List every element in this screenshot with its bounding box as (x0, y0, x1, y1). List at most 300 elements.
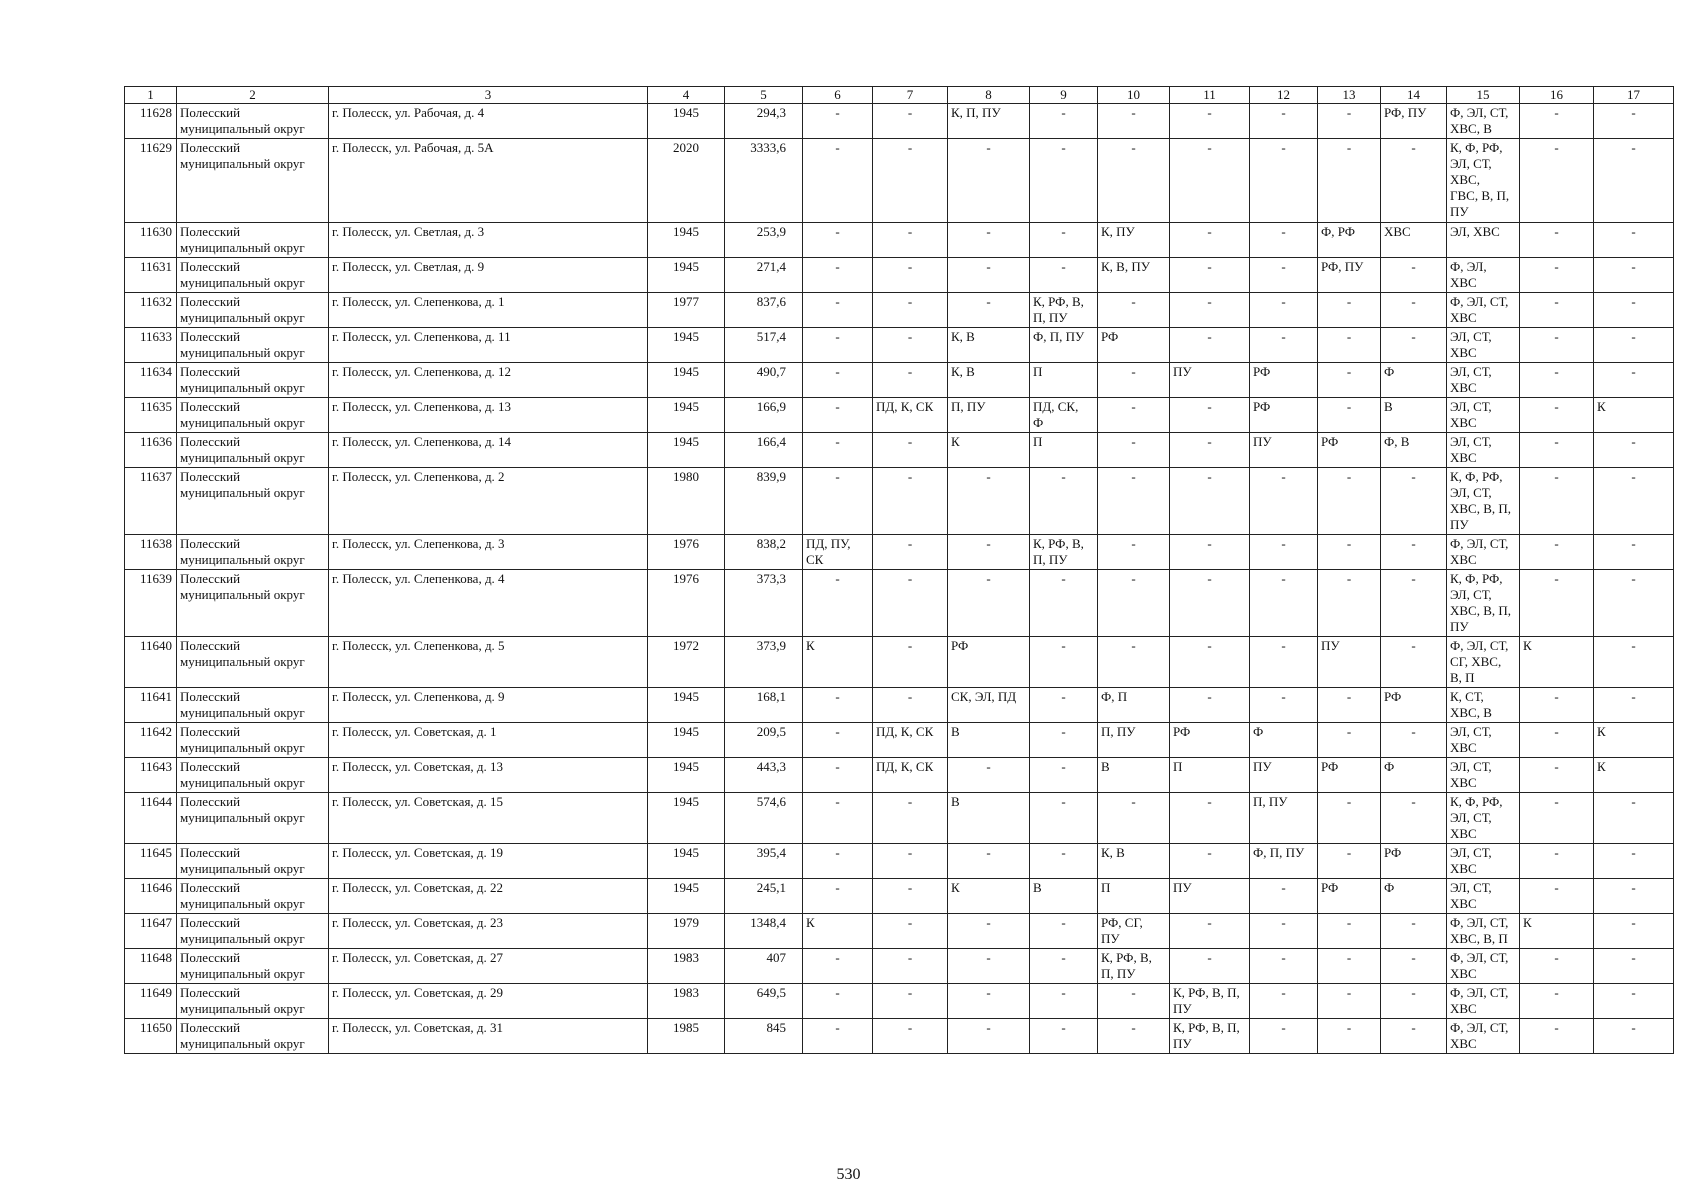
table-cell: Ф (1381, 363, 1447, 398)
table-cell: Ф, ЭЛ, ХВС (1447, 258, 1520, 293)
table-cell: 1945 (648, 688, 725, 723)
table-cell: - (1520, 223, 1594, 258)
table-cell: 373,9 (725, 637, 803, 688)
table-cell: К (803, 637, 873, 688)
table-cell: - (1170, 535, 1250, 570)
table-cell: - (1098, 468, 1170, 535)
table-cell: К, РФ, В, П, ПУ (1170, 1019, 1250, 1054)
table-cell: ЭЛ, СТ, ХВС (1447, 363, 1520, 398)
table-row (125, 258, 1674, 293)
table-cell: - (1170, 793, 1250, 844)
table-cell: В (1381, 398, 1447, 433)
table-cell: - (1520, 879, 1594, 914)
table-cell: - (1250, 570, 1318, 637)
table-cell: - (1520, 398, 1594, 433)
table-cell: Полесский муниципальный округ (177, 758, 329, 793)
table-cell: - (873, 535, 948, 570)
table-cell: - (873, 433, 948, 468)
table-cell: ЭЛ, ХВС (1447, 223, 1520, 258)
table-cell: г. Полесск, ул. Советская, д. 19 (329, 844, 648, 879)
table-cell: Полесский муниципальный округ (177, 844, 329, 879)
table-cell: РФ (1318, 433, 1381, 468)
table-cell: г. Полесск, ул. Рабочая, д. 4 (329, 104, 648, 139)
table-cell: - (1381, 258, 1447, 293)
table-cell: РФ (1381, 844, 1447, 879)
table-cell: Полесский муниципальный округ (177, 879, 329, 914)
table-cell: г. Полесск, ул. Советская, д. 22 (329, 879, 648, 914)
table-cell: Полесский муниципальный округ (177, 223, 329, 258)
table-cell: 11639 (125, 570, 177, 637)
table-cell: 11646 (125, 879, 177, 914)
table-cell: - (1594, 433, 1674, 468)
table-cell: - (1250, 223, 1318, 258)
table-cell: г. Полесск, ул. Слепенкова, д. 1 (329, 293, 648, 328)
table-cell: Полесский муниципальный округ (177, 535, 329, 570)
table-cell: - (873, 104, 948, 139)
table-row (125, 293, 1674, 328)
table-cell: - (1318, 535, 1381, 570)
table-cell: - (1098, 570, 1170, 637)
table-cell: г. Полесск, ул. Советская, д. 1 (329, 723, 648, 758)
table-cell: - (803, 984, 873, 1019)
table-cell: ПД, К, СК (873, 758, 948, 793)
column-header: 5 (725, 87, 803, 104)
table-cell: - (1170, 223, 1250, 258)
column-header: 15 (1447, 87, 1520, 104)
table-cell: г. Полесск, ул. Советская, д. 27 (329, 949, 648, 984)
table-cell: - (1594, 223, 1674, 258)
table-cell: 373,3 (725, 570, 803, 637)
table-cell: - (803, 468, 873, 535)
table-cell: - (1594, 139, 1674, 223)
table-cell: - (873, 328, 948, 363)
table-cell: К, В (948, 328, 1030, 363)
table-cell: 11640 (125, 637, 177, 688)
table-cell: - (1318, 293, 1381, 328)
table-cell: 11634 (125, 363, 177, 398)
table-cell: - (1030, 793, 1098, 844)
table-cell: - (1520, 1019, 1594, 1054)
table-cell: - (1250, 879, 1318, 914)
table-cell: - (948, 293, 1030, 328)
table-cell: Полесский муниципальный округ (177, 258, 329, 293)
table-cell: Полесский муниципальный округ (177, 433, 329, 468)
column-header: 13 (1318, 87, 1381, 104)
table-cell: - (1098, 139, 1170, 223)
table-cell: - (1318, 398, 1381, 433)
table-cell: - (1318, 139, 1381, 223)
table-cell: К, ПУ (1098, 223, 1170, 258)
table-cell: - (1520, 688, 1594, 723)
table-cell: 11629 (125, 139, 177, 223)
table-cell: - (1098, 1019, 1170, 1054)
table-cell: К (948, 433, 1030, 468)
table-cell: г. Полесск, ул. Рабочая, д. 5А (329, 139, 648, 223)
table-cell: - (803, 258, 873, 293)
table-cell: - (873, 293, 948, 328)
table-cell: - (1318, 984, 1381, 1019)
table-cell: - (1098, 433, 1170, 468)
table-row (125, 879, 1674, 914)
table-cell: 1945 (648, 758, 725, 793)
table-cell: - (1030, 570, 1098, 637)
table-cell: - (1170, 258, 1250, 293)
table-cell: Полесский муниципальный округ (177, 723, 329, 758)
table-cell: - (1170, 328, 1250, 363)
table-cell: г. Полесск, ул. Советская, д. 13 (329, 758, 648, 793)
table-cell: - (1594, 363, 1674, 398)
table-cell: - (873, 793, 948, 844)
column-header: 3 (329, 87, 648, 104)
table-cell: - (1098, 363, 1170, 398)
table-cell: - (803, 1019, 873, 1054)
table-cell: - (1170, 914, 1250, 949)
table-cell: Ф, П (1098, 688, 1170, 723)
table-cell: - (1318, 688, 1381, 723)
table-cell: Ф, ЭЛ, СТ, ХВС (1447, 293, 1520, 328)
table-cell: - (803, 139, 873, 223)
table-cell: - (1520, 433, 1594, 468)
table-cell: - (948, 468, 1030, 535)
table-cell: 1976 (648, 535, 725, 570)
table-cell: - (1318, 104, 1381, 139)
table-cell: 443,3 (725, 758, 803, 793)
table-cell: - (948, 258, 1030, 293)
table-cell: - (1030, 258, 1098, 293)
table-cell: П, ПУ (948, 398, 1030, 433)
table-cell: - (803, 328, 873, 363)
table-cell: - (1250, 1019, 1318, 1054)
table-cell: 3333,6 (725, 139, 803, 223)
table-cell: - (803, 293, 873, 328)
table-cell: - (803, 363, 873, 398)
table-cell: - (803, 223, 873, 258)
table-cell: 11649 (125, 984, 177, 1019)
table-cell: Ф, ЭЛ, СТ, СГ, ХВС, В, П (1447, 637, 1520, 688)
table-cell: РФ (1318, 879, 1381, 914)
table-cell: - (873, 949, 948, 984)
table-cell: В (948, 723, 1030, 758)
table-cell: - (1318, 793, 1381, 844)
table-cell: - (1594, 793, 1674, 844)
table-cell: К (948, 879, 1030, 914)
table-cell: - (1318, 723, 1381, 758)
table-cell: РФ (948, 637, 1030, 688)
table-cell: 837,6 (725, 293, 803, 328)
table-cell: - (873, 914, 948, 949)
table-cell: - (1318, 468, 1381, 535)
table-cell: 1985 (648, 1019, 725, 1054)
table-cell: К, РФ, В, П, ПУ (1030, 293, 1098, 328)
table-cell: 1945 (648, 793, 725, 844)
table-cell: - (1594, 879, 1674, 914)
table-cell: - (873, 688, 948, 723)
table-cell: К, Ф, РФ, ЭЛ, СТ, ХВС, В, П, ПУ (1447, 468, 1520, 535)
table-cell: Ф, ЭЛ, СТ, ХВС (1447, 535, 1520, 570)
table-cell: - (1594, 328, 1674, 363)
table-cell: - (1520, 328, 1594, 363)
table-cell: ПУ (1318, 637, 1381, 688)
table-cell: 11632 (125, 293, 177, 328)
table-cell: - (1381, 984, 1447, 1019)
table-cell: Ф, ЭЛ, СТ, ХВС (1447, 949, 1520, 984)
column-header: 14 (1381, 87, 1447, 104)
table-cell: СК, ЭЛ, ПД (948, 688, 1030, 723)
table-row (125, 844, 1674, 879)
table-cell: - (948, 535, 1030, 570)
table-cell: - (1381, 793, 1447, 844)
table-cell: - (1381, 723, 1447, 758)
table-row (125, 914, 1674, 949)
table-cell: - (873, 258, 948, 293)
table-cell: - (1594, 949, 1674, 984)
table-cell: 209,5 (725, 723, 803, 758)
table-cell: Ф, ЭЛ, СТ, ХВС, В, П (1447, 914, 1520, 949)
table-cell: К, Ф, РФ, ЭЛ, СТ, ХВС, В, П, ПУ (1447, 570, 1520, 637)
table-cell: - (803, 398, 873, 433)
table-cell: К, РФ, В, П, ПУ (1170, 984, 1250, 1019)
table-cell: - (1170, 637, 1250, 688)
table-cell: 11633 (125, 328, 177, 363)
table-cell: П, ПУ (1250, 793, 1318, 844)
table-cell: г. Полесск, ул. Слепенкова, д. 14 (329, 433, 648, 468)
table-cell: 11645 (125, 844, 177, 879)
table-row (125, 758, 1674, 793)
table-cell: 253,9 (725, 223, 803, 258)
table-row (125, 570, 1674, 637)
table-cell: 294,3 (725, 104, 803, 139)
table-cell: В (1030, 879, 1098, 914)
table-cell: 11648 (125, 949, 177, 984)
header-row (125, 87, 1674, 104)
table-row (125, 637, 1674, 688)
table-row (125, 398, 1674, 433)
table-cell: ЭЛ, СТ, ХВС (1447, 328, 1520, 363)
table-cell: 168,1 (725, 688, 803, 723)
table-cell: К (1520, 914, 1594, 949)
table-cell: 1983 (648, 984, 725, 1019)
table-cell: - (1520, 570, 1594, 637)
table-cell: П (1098, 879, 1170, 914)
table-cell: - (1594, 1019, 1674, 1054)
table-cell: - (873, 844, 948, 879)
table-cell: 1976 (648, 570, 725, 637)
table-cell: 11642 (125, 723, 177, 758)
table-cell: 1945 (648, 844, 725, 879)
table-cell: - (1318, 1019, 1381, 1054)
column-header: 9 (1030, 87, 1098, 104)
table-cell: - (1318, 328, 1381, 363)
table-cell: ПД, ПУ, СК (803, 535, 873, 570)
table-cell: К, Ф, РФ, ЭЛ, СТ, ХВС, ГВС, В, П, ПУ (1447, 139, 1520, 223)
table-cell: 11650 (125, 1019, 177, 1054)
table-cell: - (1318, 914, 1381, 949)
table-cell: К, РФ, В, П, ПУ (1030, 535, 1098, 570)
table-cell: Полесский муниципальный округ (177, 637, 329, 688)
table-cell: - (873, 637, 948, 688)
table-cell: - (1520, 984, 1594, 1019)
table-cell: - (948, 758, 1030, 793)
table-cell: 1348,4 (725, 914, 803, 949)
table-cell: ПУ (1170, 879, 1250, 914)
table-cell: ЭЛ, СТ, ХВС (1447, 758, 1520, 793)
table-cell: Полесский муниципальный округ (177, 949, 329, 984)
table-cell: - (1098, 398, 1170, 433)
table-cell: ПД, СК, Ф (1030, 398, 1098, 433)
table-cell: ХВС (1381, 223, 1447, 258)
table-cell: - (1098, 535, 1170, 570)
table-cell: 1945 (648, 723, 725, 758)
table-cell: К (1520, 637, 1594, 688)
table-cell: - (803, 879, 873, 914)
table-cell: Полесский муниципальный округ (177, 688, 329, 723)
table-cell: - (1594, 570, 1674, 637)
table-cell: К, В, ПУ (1098, 258, 1170, 293)
table-cell: РФ (1250, 398, 1318, 433)
table-cell: В (948, 793, 1030, 844)
table-cell: - (948, 223, 1030, 258)
table-cell: - (873, 223, 948, 258)
table-cell: 11643 (125, 758, 177, 793)
table-cell: - (1318, 844, 1381, 879)
table-cell: - (1381, 914, 1447, 949)
table-cell: 1945 (648, 433, 725, 468)
table-cell: 2020 (648, 139, 725, 223)
table-cell: - (1250, 139, 1318, 223)
table-cell: - (1030, 723, 1098, 758)
table-cell: Полесский муниципальный округ (177, 914, 329, 949)
table-cell: - (1520, 468, 1594, 535)
table-cell: Полесский муниципальный округ (177, 984, 329, 1019)
table-cell: 1972 (648, 637, 725, 688)
table-cell: - (1250, 914, 1318, 949)
table-cell: Полесский муниципальный округ (177, 468, 329, 535)
table-cell: - (1170, 570, 1250, 637)
table-cell: - (1098, 293, 1170, 328)
table-cell: РФ, ПУ (1318, 258, 1381, 293)
table-cell: - (1030, 688, 1098, 723)
table-cell: г. Полесск, ул. Слепенкова, д. 9 (329, 688, 648, 723)
table-cell: - (1520, 949, 1594, 984)
table-cell: Ф, РФ (1318, 223, 1381, 258)
table-cell: ПД, К, СК (873, 398, 948, 433)
table-cell: г. Полесск, ул. Советская, д. 15 (329, 793, 648, 844)
table-cell: - (1594, 104, 1674, 139)
table-cell: - (1170, 293, 1250, 328)
table-cell: - (873, 879, 948, 914)
column-header: 11 (1170, 87, 1250, 104)
table-cell: - (1250, 293, 1318, 328)
table-cell: П (1030, 363, 1098, 398)
table-cell: ЭЛ, СТ, ХВС (1447, 723, 1520, 758)
table-cell: К (1594, 758, 1674, 793)
table-cell: - (873, 363, 948, 398)
table-cell: К, Ф, РФ, ЭЛ, СТ, ХВС (1447, 793, 1520, 844)
table-cell: - (803, 570, 873, 637)
table-row (125, 363, 1674, 398)
table-cell: - (1381, 1019, 1447, 1054)
table-cell: Ф, ЭЛ, СТ, ХВС (1447, 984, 1520, 1019)
table-row (125, 984, 1674, 1019)
table-cell: - (1030, 223, 1098, 258)
table-cell: 1945 (648, 363, 725, 398)
table-cell: К, СТ, ХВС, В (1447, 688, 1520, 723)
table-cell: - (1318, 949, 1381, 984)
table-cell: - (1250, 258, 1318, 293)
table-cell: - (1594, 844, 1674, 879)
column-header: 8 (948, 87, 1030, 104)
table-cell: - (1170, 398, 1250, 433)
table-cell: 517,4 (725, 328, 803, 363)
table-cell: - (1170, 433, 1250, 468)
column-header: 16 (1520, 87, 1594, 104)
table-cell: - (1098, 984, 1170, 1019)
register-table (124, 86, 1674, 1054)
table-cell: 166,4 (725, 433, 803, 468)
table-cell: П (1170, 758, 1250, 793)
table-cell: Ф, ЭЛ, СТ, ХВС, В (1447, 104, 1520, 139)
table-cell: 395,4 (725, 844, 803, 879)
table-cell: - (1520, 758, 1594, 793)
table-cell: - (1520, 363, 1594, 398)
table-cell: РФ, ПУ (1381, 104, 1447, 139)
table-cell: - (1520, 258, 1594, 293)
column-header: 12 (1250, 87, 1318, 104)
table-cell: 11647 (125, 914, 177, 949)
table-cell: г. Полесск, ул. Советская, д. 31 (329, 1019, 648, 1054)
table-cell: 1977 (648, 293, 725, 328)
table-cell: - (1594, 293, 1674, 328)
table-cell: - (1250, 104, 1318, 139)
table-cell: - (1520, 139, 1594, 223)
table-cell: г. Полесск, ул. Слепенкова, д. 12 (329, 363, 648, 398)
table-cell: - (1594, 258, 1674, 293)
table-cell: - (1594, 688, 1674, 723)
table-cell: ЭЛ, СТ, ХВС (1447, 879, 1520, 914)
table-row (125, 328, 1674, 363)
table-cell: ПУ (1250, 758, 1318, 793)
table-cell: 166,9 (725, 398, 803, 433)
table-cell: - (1030, 637, 1098, 688)
table-cell: - (1250, 468, 1318, 535)
table-cell: 11641 (125, 688, 177, 723)
table-cell: - (1250, 637, 1318, 688)
table-cell: г. Полесск, ул. Светлая, д. 9 (329, 258, 648, 293)
table-cell: - (1030, 1019, 1098, 1054)
table-cell: В (1098, 758, 1170, 793)
table-cell: - (873, 570, 948, 637)
table-cell: П (1030, 433, 1098, 468)
table-cell: Ф, П, ПУ (1250, 844, 1318, 879)
table-cell: Полесский муниципальный округ (177, 363, 329, 398)
table-cell: Полесский муниципальный округ (177, 293, 329, 328)
table-cell: - (803, 723, 873, 758)
table-row (125, 723, 1674, 758)
table-cell: - (1250, 688, 1318, 723)
table-cell: 839,9 (725, 468, 803, 535)
table-cell: - (803, 949, 873, 984)
table-cell: - (1381, 468, 1447, 535)
table-cell: РФ (1250, 363, 1318, 398)
table-cell: 574,6 (725, 793, 803, 844)
table-cell: - (803, 688, 873, 723)
table-cell: - (803, 844, 873, 879)
table-cell: Полесский муниципальный округ (177, 139, 329, 223)
table-cell: Ф, ЭЛ, СТ, ХВС (1447, 1019, 1520, 1054)
table-cell: - (803, 793, 873, 844)
table-cell: - (1030, 758, 1098, 793)
table-cell: - (803, 758, 873, 793)
